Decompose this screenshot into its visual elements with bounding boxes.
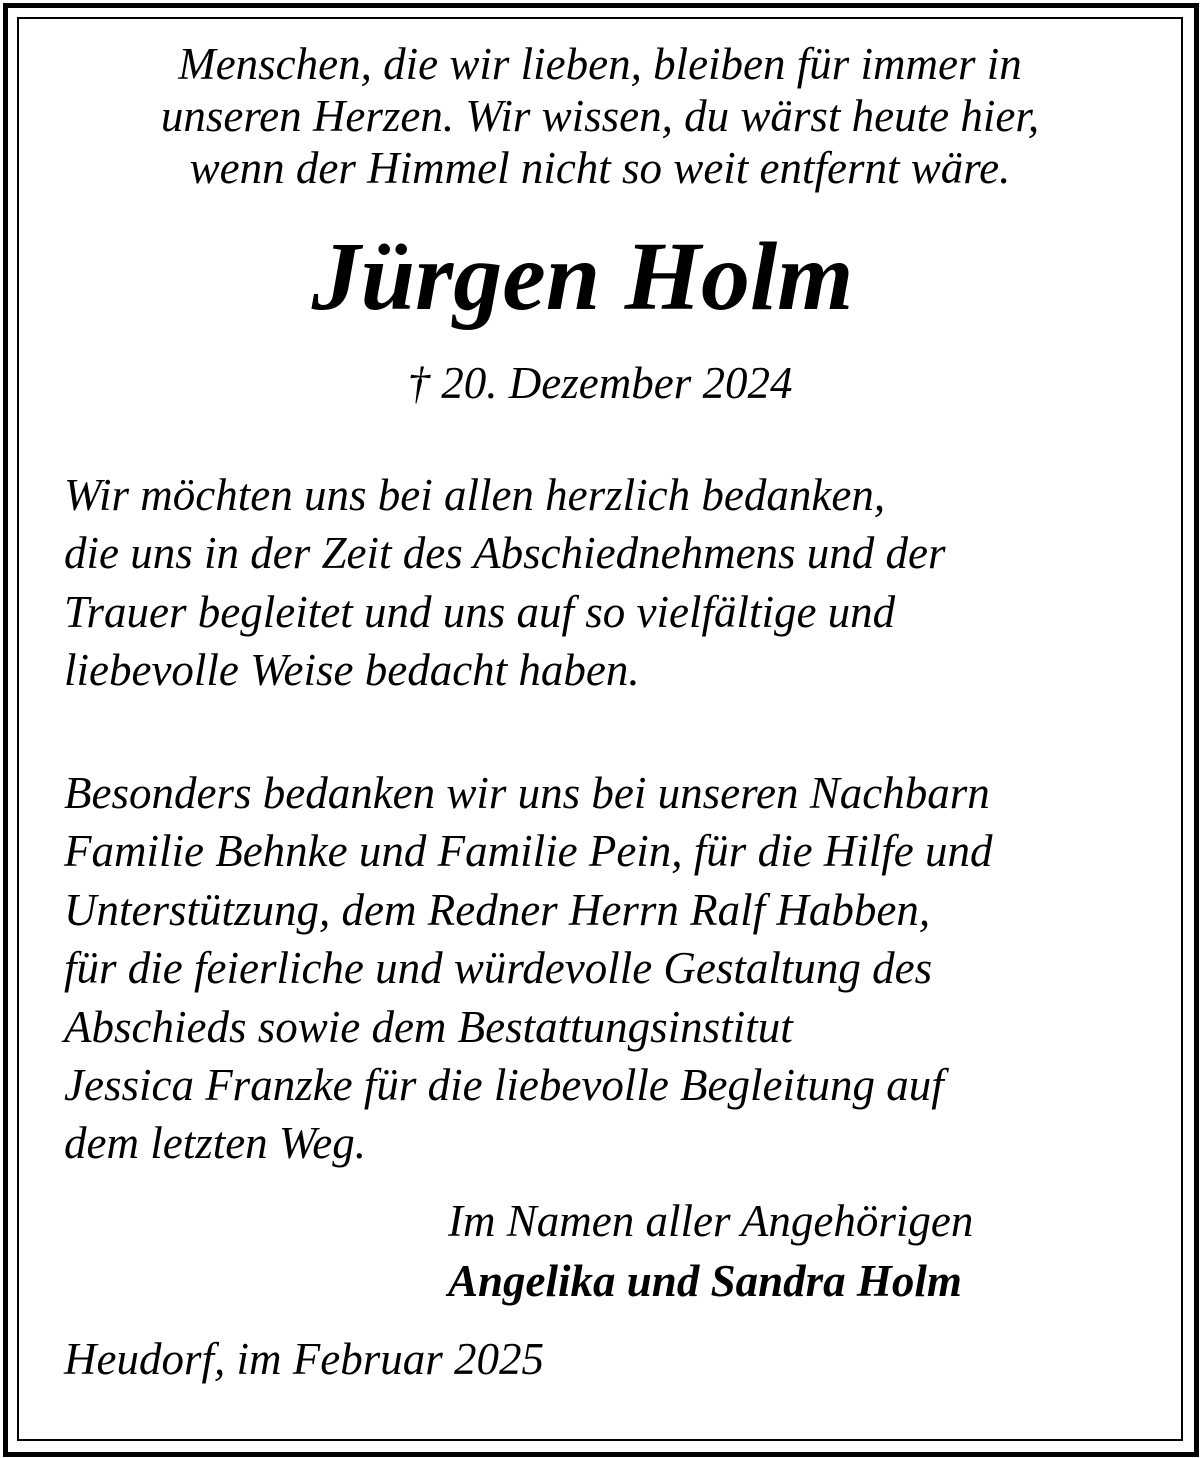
thanks-paragraph-2 [64,764,993,1173]
text-line: dem letzten Weg. [64,1118,367,1169]
text-line: Familie Behnke und Familie Pein, für die Hilfe und [64,826,993,877]
text-line: liebevolle Weise bedacht haben. [64,645,640,696]
deceased-name: Jürgen Holm [311,223,854,331]
motto-verse [0,38,1200,194]
text-line: Jessica Franzke für die liebevolle Begleitung auf [64,1060,944,1111]
signature-block [448,1191,973,1311]
motto-line: wenn der Himmel nicht so weit entfernt wäre. [189,143,1011,193]
thanks-paragraph-1 [64,466,946,700]
signature-intro: Im Namen aller Angehörigen [448,1196,974,1246]
text-line: die uns in der Zeit des Abschiednehmens und der [64,528,946,579]
place-date: Heudorf, im Februar 2025 [64,1334,544,1384]
text-line: Unterstützung, dem Redner Herrn Ralf Habben, [64,884,931,935]
text-line: Abschieds sowie dem Bestattungsinstitut [64,1001,793,1052]
signature-signers: Angelika und Sandra Holm [448,1256,962,1306]
text-line: Trauer begleitet und uns auf so vielfältige und [64,586,896,637]
motto-line: Menschen, die wir lieben, bleiben für immer in [178,39,1022,89]
death-date: † 20. Dezember 2024 [407,358,793,408]
text-line: Besonders bedanken wir uns bei unseren Nachbarn [64,768,990,818]
text-line: für die feierliche und würdevolle Gestaltung des [64,943,933,994]
text-line: Wir möchten uns bei allen herzlich bedanken, [64,470,886,520]
motto-line: unseren Herzen. Wir wissen, du wärst heute hier, [160,91,1040,141]
